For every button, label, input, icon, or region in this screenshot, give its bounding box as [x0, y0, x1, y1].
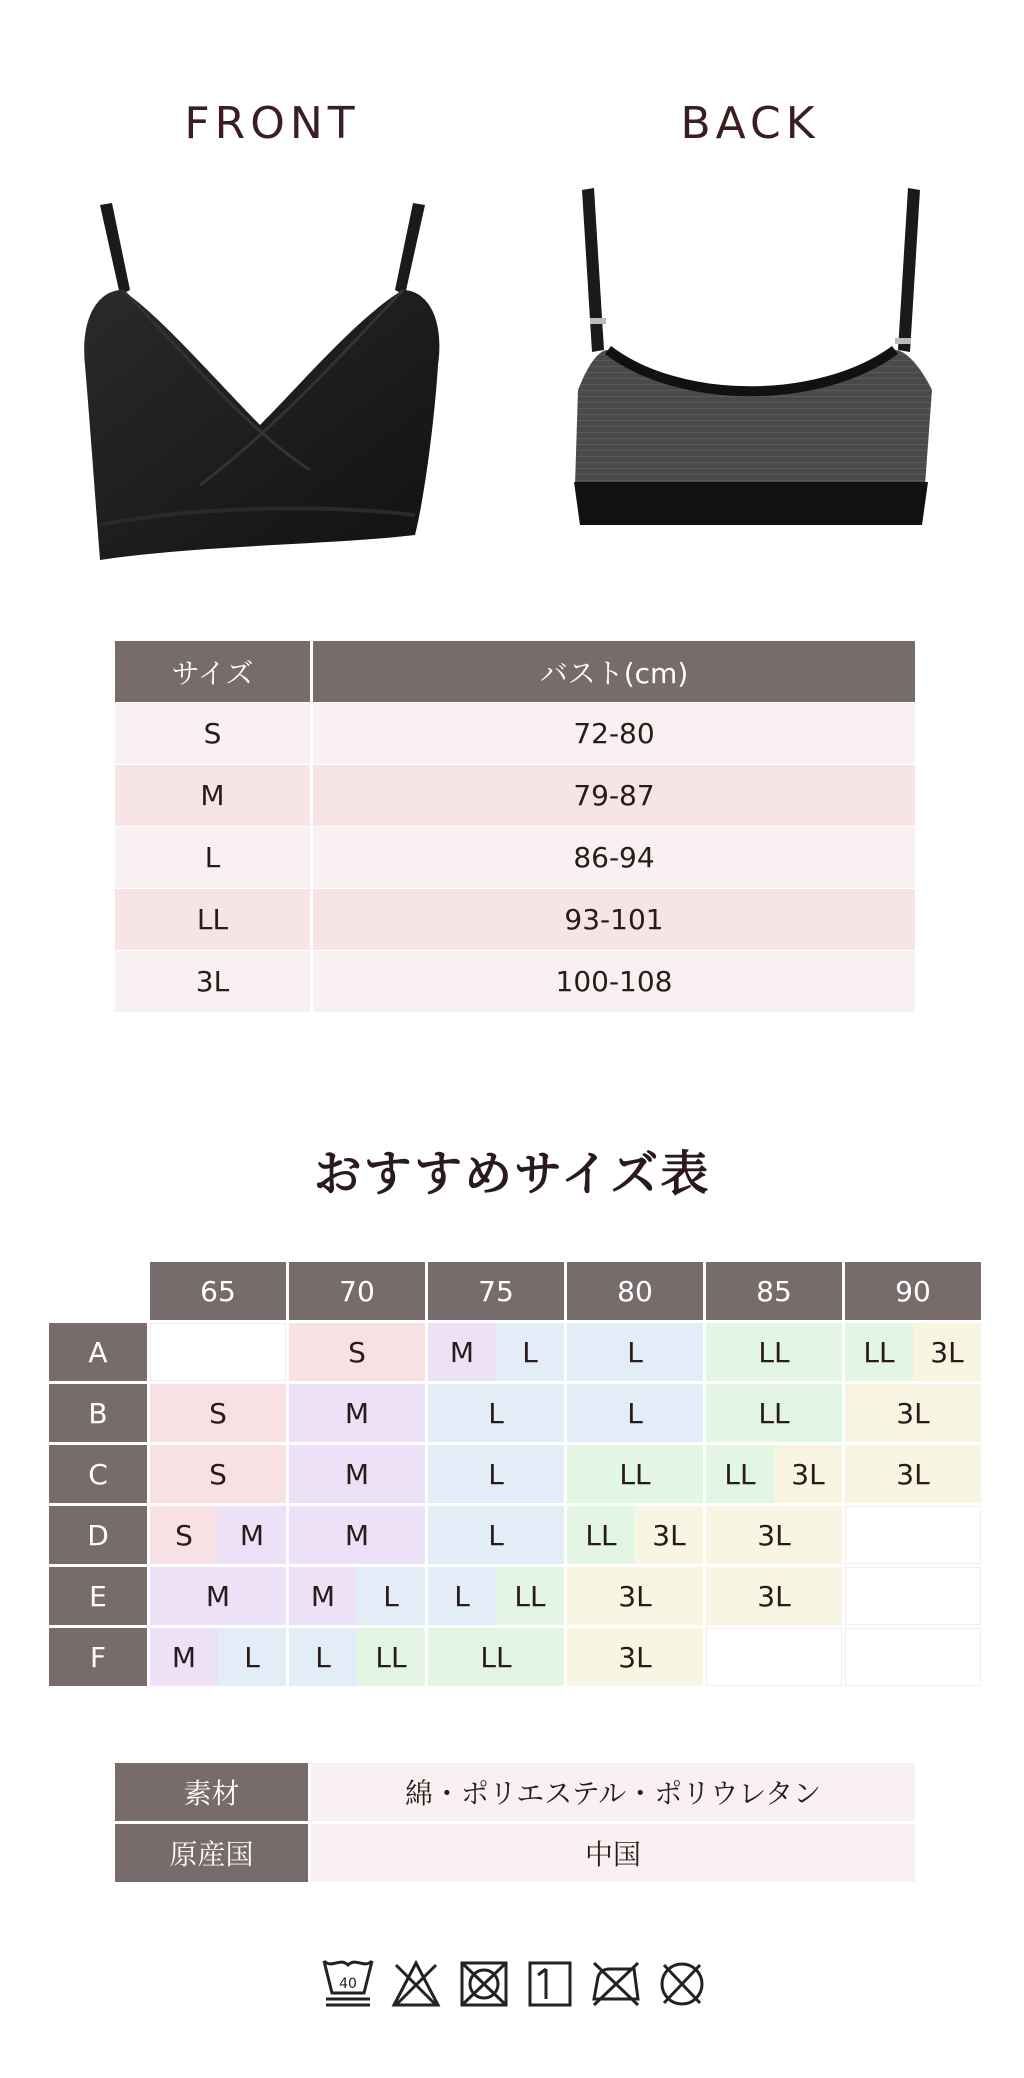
table-row	[115, 765, 915, 827]
size-cell: M	[289, 1567, 357, 1625]
size-cell: S	[289, 1323, 425, 1381]
size-cell: S	[150, 1445, 286, 1503]
band-header: 85	[706, 1262, 842, 1320]
size-cell: M	[428, 1323, 496, 1381]
size-cell: LL	[845, 1323, 913, 1381]
size-cell: 3L	[635, 1506, 703, 1564]
size-cell: LL	[115, 889, 312, 951]
size-cell: M	[289, 1384, 425, 1442]
size-cell: LL	[496, 1567, 564, 1625]
bust-cell: 100-108	[312, 951, 916, 1013]
size-cell: 3L	[115, 951, 312, 1013]
size-cell: M	[150, 1567, 286, 1625]
size-cell: LL	[428, 1628, 564, 1686]
empty-cell	[845, 1506, 981, 1564]
front-product-image	[70, 195, 470, 570]
empty-cell	[706, 1628, 842, 1686]
line-dry-icon	[530, 1963, 570, 2005]
band-header: 90	[845, 1262, 981, 1320]
size-cell: L	[428, 1445, 564, 1503]
size-cell: S	[150, 1384, 286, 1442]
bust-header: バスト(cm)	[312, 641, 916, 703]
size-cell: L	[428, 1384, 564, 1442]
material-label: 素材	[115, 1763, 311, 1821]
size-cell: M	[150, 1628, 218, 1686]
size-cell: 3L	[706, 1567, 842, 1625]
recommend-title: おすすめサイズ表	[313, 1146, 711, 1202]
origin-value: 中国	[311, 1824, 915, 1882]
no-tumble-dry-icon	[462, 1963, 506, 2005]
no-dry-clean-icon	[662, 1964, 702, 2004]
size-cell: 3L	[567, 1628, 703, 1686]
table-row	[115, 703, 915, 765]
wash-temp: 40	[339, 1976, 357, 1992]
size-cell: 3L	[774, 1445, 842, 1503]
cup-header: B	[49, 1384, 147, 1442]
size-table	[115, 641, 915, 1013]
bust-cell: 93-101	[312, 889, 916, 951]
cup-header: D	[49, 1506, 147, 1564]
back-product-image	[560, 180, 940, 570]
size-cell: L	[496, 1323, 564, 1381]
recommend-size-grid	[49, 1262, 981, 1689]
size-cell: L	[357, 1567, 425, 1625]
size-cell: LL	[706, 1445, 774, 1503]
size-cell: M	[289, 1506, 425, 1564]
empty-cell	[150, 1323, 286, 1381]
table-row	[115, 827, 915, 889]
size-cell: LL	[706, 1384, 842, 1442]
band-header: 70	[289, 1262, 425, 1320]
band-header: 65	[150, 1262, 286, 1320]
band-header: 80	[567, 1262, 703, 1320]
size-cell: L	[428, 1506, 564, 1564]
material-row	[115, 1763, 915, 1821]
front-label: FRONT	[184, 98, 360, 149]
size-cell: LL	[706, 1323, 842, 1381]
size-cell: L	[567, 1384, 703, 1442]
origin-label: 原産国	[115, 1824, 311, 1882]
empty-cell	[845, 1567, 981, 1625]
cup-header: C	[49, 1445, 147, 1503]
size-cell: S	[150, 1506, 218, 1564]
table-row	[115, 951, 915, 1013]
size-cell: 3L	[913, 1323, 981, 1381]
size-cell: LL	[567, 1506, 635, 1564]
bust-cell: 72-80	[312, 703, 916, 765]
cup-header: A	[49, 1323, 147, 1381]
cup-header: F	[49, 1628, 147, 1686]
size-cell: S	[115, 703, 312, 765]
wash-40-icon	[324, 1961, 372, 2005]
no-bleach-icon	[394, 1963, 438, 2005]
back-label: BACK	[680, 98, 820, 149]
empty-cell	[845, 1628, 981, 1686]
size-cell: L	[115, 827, 312, 889]
size-cell: LL	[357, 1628, 425, 1686]
size-cell: 3L	[706, 1506, 842, 1564]
size-cell: L	[567, 1323, 703, 1381]
size-cell: LL	[567, 1445, 703, 1503]
size-header: サイズ	[115, 641, 312, 703]
size-cell: L	[289, 1628, 357, 1686]
material-value: 綿・ポリエステル・ポリウレタン	[311, 1763, 915, 1821]
size-cell: L	[428, 1567, 496, 1625]
cup-header: E	[49, 1567, 147, 1625]
care-icons	[320, 1955, 720, 2011]
size-cell: M	[218, 1506, 286, 1564]
size-cell: M	[289, 1445, 425, 1503]
bust-cell: 86-94	[312, 827, 916, 889]
origin-row	[115, 1824, 915, 1882]
size-cell: 3L	[845, 1445, 981, 1503]
bust-cell: 79-87	[312, 765, 916, 827]
table-row	[115, 889, 915, 951]
band-header: 75	[428, 1262, 564, 1320]
size-cell: 3L	[845, 1384, 981, 1442]
size-cell: L	[218, 1628, 286, 1686]
size-cell: 3L	[567, 1567, 703, 1625]
no-iron-icon	[594, 1963, 638, 2005]
size-cell: M	[115, 765, 312, 827]
